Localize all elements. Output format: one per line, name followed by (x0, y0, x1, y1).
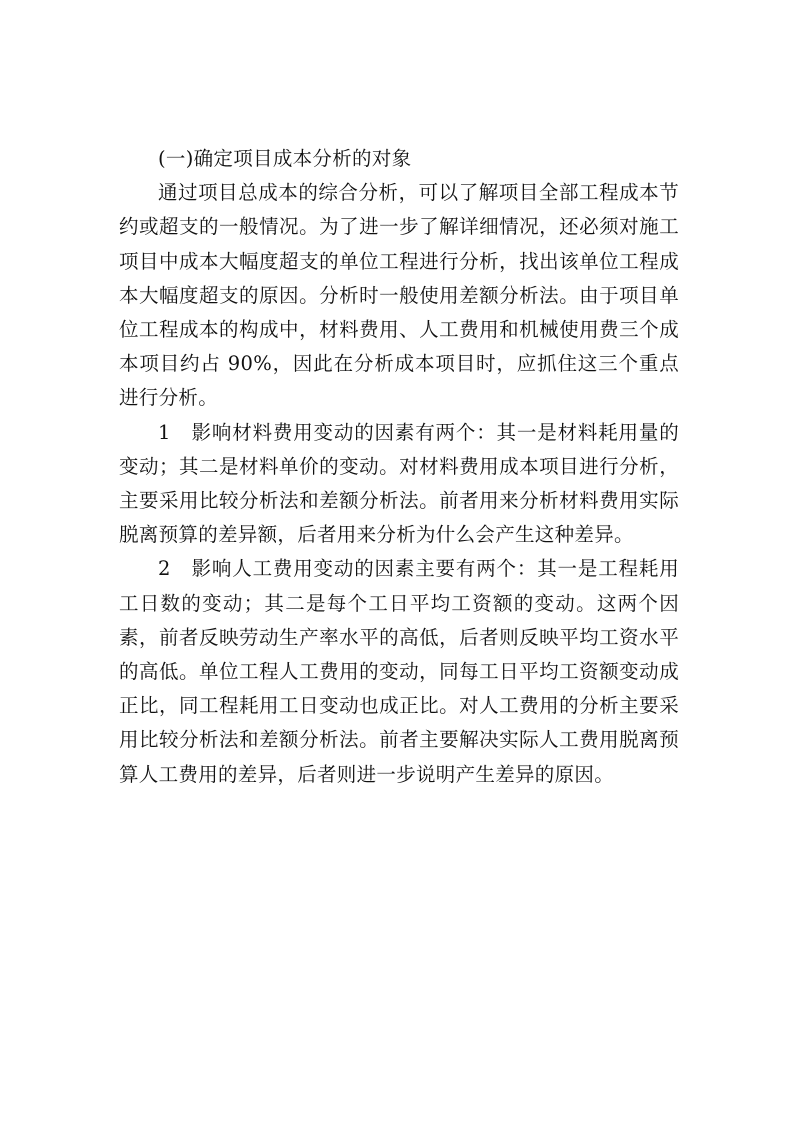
section-heading: (一)确定项目成本分析的对象 (158, 147, 412, 170)
document-body (119, 142, 679, 792)
paragraph-overview: 通过项目总成本的综合分析，可以了解项目全部工程成本节约或超支的一般情况。为了进一步了解详细情况，还必须对施工项目中成本大幅度超支的单位工程进行分析，找出该单位工程成本大幅度超支的原因。分析时一般使用差额分析法。由于项目单位工程成本的构成中，材料费用、人工费用和机械使用费三个成本项目约占 90%，因此在分析成本项目时，应抓住这三个重点进行分析。 (119, 181, 679, 410)
paragraph-labor-cost: 2 影响人工费用变动的因素主要有两个：其一是工程耗用工日数的变动；其二是每个工日平均工资额的变动。这两个因素，前者反映劳动生产率水平的高低，后者则反映平均工资水平的高低。单位工程人工费用的变动，同每工日平均工资额变动成正比，同工程耗用工日变动也成正比。对人工费用的分析主要采用比较分析法和差额分析法。前者主要解决实际人工费用脱离预算人工费用的差异，后者则进一步说明产生差异的原因。 (119, 557, 679, 786)
paragraph-material-cost: 1 影响材料费用变动的因素有两个：其一是材料耗用量的变动；其二是材料单价的变动。对材料费用成本项目进行分析，主要采用比较分析法和差额分析法。前者用来分析材料费用实际脱离预算的差异额，后者用来分析为什么会产生这种差异。 (119, 420, 679, 547)
